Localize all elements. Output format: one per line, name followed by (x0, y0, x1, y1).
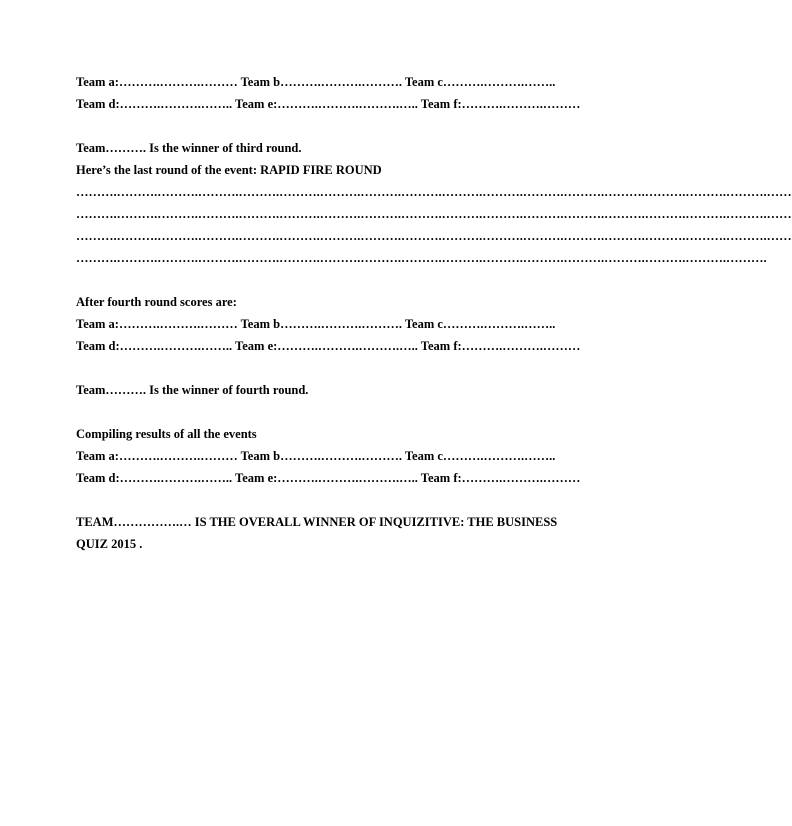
final-results-line-1: Team a:……….……….……… Team b……….……….………. Team c……….……….…….. (76, 449, 556, 463)
document-page (76, 71, 792, 555)
round3-winner-line: Team………. Is the winner of third round. (76, 141, 302, 155)
round4-scores-heading: After fourth round scores are: (76, 295, 237, 309)
round3-scores-line-2: Team d:……….……….…….. Team e:……….……….……….….. Team f:……….……….……… (76, 97, 581, 111)
spacer (76, 269, 576, 291)
final-results-line-2: Team d:……….……….…….. Team e:……….……….……….….. Team f:……….……….……… (76, 471, 581, 485)
spacer (76, 489, 576, 511)
overall-winner-statement: TEAM…………….… IS THE OVERALL WINNER OF INQUIZITIVE: THE BUSINESS QUIZ 2015 . (76, 515, 558, 551)
round4-winner-line: Team………. Is the winner of fourth round. (76, 383, 309, 397)
round4-scores-line-2: Team d:……….……….…….. Team e:……….……….……….….. Team f:……….……….……… (76, 339, 581, 353)
rapid-fire-blank-line-4: ……….……….……….……….……….……….……….……….……….……….……….……….……….……….……….……….………. (76, 251, 767, 265)
final-results-heading: Compiling results of all the events (76, 427, 257, 441)
rapid-fire-blank-line-3: ……….……….……….……….……….……….……….……….……….……….……….……….……….……….……….……….……….…… (76, 229, 792, 243)
rapid-fire-heading: Here’s the last round of the event: RAPID FIRE ROUND (76, 163, 382, 177)
rapid-fire-blank-line-2: ……….……….……….……….……….……….……….……….……….……….……….……….……….……….……….……….……….…… (76, 207, 792, 221)
round4-scores-line-1: Team a:……….……….……… Team b……….……….………. Team c……….……….…….. (76, 317, 556, 331)
round3-scores-line-1: Team a:……….……….……… Team b……….……….………. Team c……….……….…….. (76, 75, 556, 89)
spacer (76, 115, 576, 137)
rapid-fire-blank-line-1: ……….……….……….……….……….……….……….……….……….……….……….……….……….……….……….……….……….…… (76, 185, 792, 199)
spacer (76, 401, 576, 423)
spacer (76, 357, 576, 379)
